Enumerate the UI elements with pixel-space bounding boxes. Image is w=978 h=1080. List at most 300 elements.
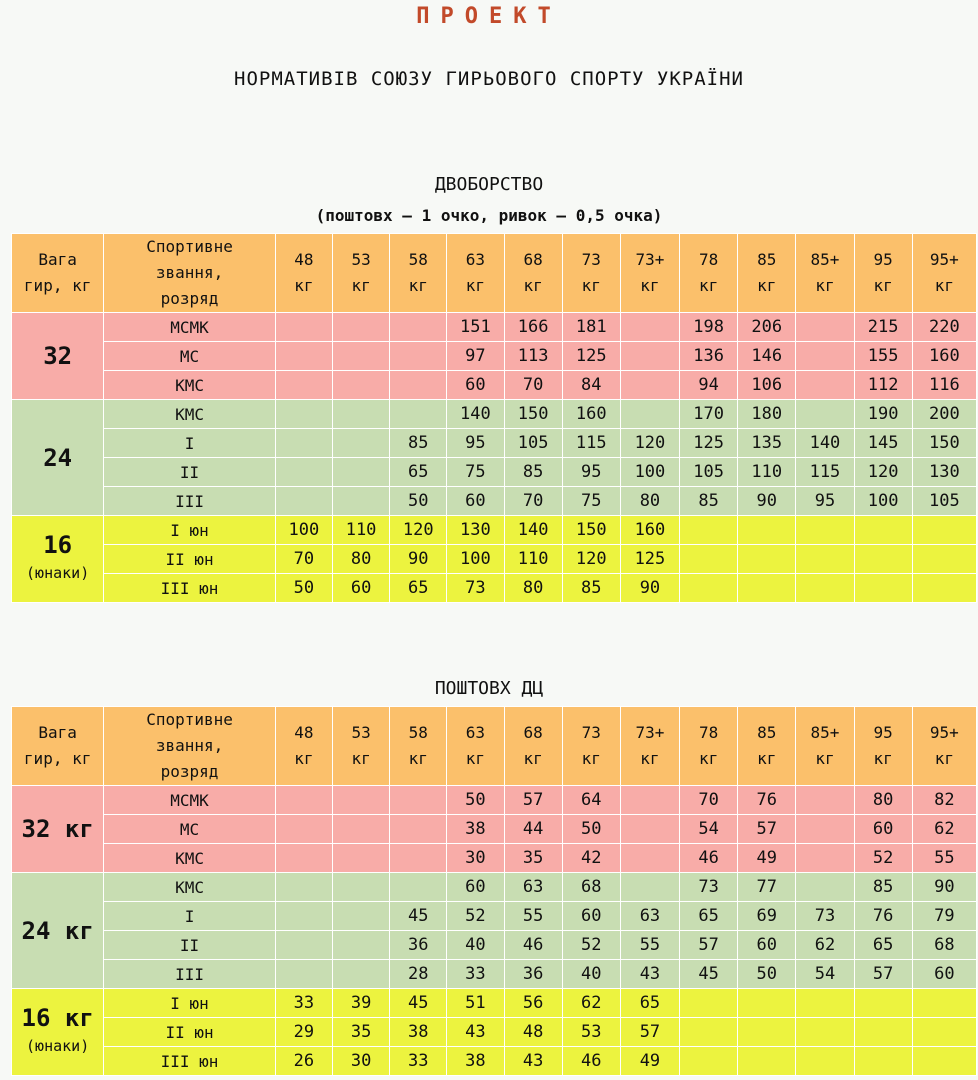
table-row [12, 815, 977, 844]
value-cell: 68 [912, 931, 976, 960]
header-category-line: кг [757, 276, 777, 295]
weight-label: 24 кг [21, 916, 94, 945]
value-cell: 198 [680, 313, 738, 342]
header-category-line: кг [873, 749, 893, 768]
value-cell: 85 [390, 429, 447, 458]
value-cell [738, 1047, 796, 1076]
header-category-line: кг [351, 276, 371, 295]
value-cell: 112 [854, 371, 912, 400]
header-category-line: 73+ [635, 250, 665, 269]
value-cell: 85 [680, 487, 738, 516]
value-cell [390, 844, 447, 873]
value-cell [275, 487, 332, 516]
header-category-line: 85+ [810, 723, 840, 742]
header-category [562, 707, 620, 786]
value-cell [332, 313, 389, 342]
group-red [12, 313, 977, 400]
value-cell: 150 [912, 429, 976, 458]
header-category-line: кг [465, 276, 486, 295]
value-cell: 69 [738, 902, 796, 931]
value-cell [854, 1018, 912, 1047]
value-cell [332, 371, 389, 400]
header-category [680, 707, 738, 786]
value-cell: 110 [504, 545, 562, 574]
value-cell [796, 574, 854, 603]
table-row [12, 786, 977, 815]
value-cell: 115 [562, 429, 620, 458]
rank-cell: КМС [104, 873, 276, 902]
section-title-biathlon: ДВОБОРСТВО [434, 174, 544, 195]
table-row [12, 342, 977, 371]
value-cell: 43 [620, 960, 679, 989]
weight-cell [12, 516, 104, 603]
table-row [12, 873, 977, 902]
value-cell [680, 574, 738, 603]
value-cell [332, 487, 389, 516]
header-category-line: кг [698, 276, 719, 295]
value-cell [332, 400, 389, 429]
value-cell: 38 [390, 1018, 447, 1047]
value-cell: 57 [854, 960, 912, 989]
value-cell [796, 844, 854, 873]
header-weight [12, 707, 104, 786]
value-cell: 130 [912, 458, 976, 487]
header-category-line: 68 [523, 723, 543, 742]
value-cell: 57 [620, 1018, 679, 1047]
table-row [12, 429, 977, 458]
value-cell [796, 371, 854, 400]
value-cell: 65 [854, 931, 912, 960]
page-subtitle: НОРМАТИВІВ СОЮЗУ ГИРЬОВОГО СПОРТУ УКРАЇНИ [234, 68, 744, 90]
value-cell [912, 545, 976, 574]
header-category-line: 58 [408, 250, 428, 269]
header-category-line: кг [294, 276, 314, 295]
value-cell: 65 [390, 574, 447, 603]
header-weight [12, 234, 104, 313]
value-cell [680, 1047, 738, 1076]
rank-cell: III юн [104, 1047, 276, 1076]
header-rank-line: звання, [155, 736, 224, 755]
value-cell: 49 [738, 844, 796, 873]
header-category-line: кг [934, 749, 954, 768]
value-cell [620, 313, 679, 342]
header-category-line: 95+ [929, 250, 959, 269]
value-cell: 90 [912, 873, 976, 902]
weight-label: 32 кг [21, 815, 94, 843]
value-cell [620, 342, 679, 371]
header-category-line: кг [934, 276, 954, 295]
header-category-line: 73+ [635, 723, 665, 742]
value-cell: 30 [332, 1047, 389, 1076]
value-cell: 120 [390, 516, 447, 545]
table-row [12, 1018, 977, 1047]
rank-cell: II юн [104, 545, 276, 574]
value-cell: 181 [562, 313, 620, 342]
header-category-line: кг [408, 276, 428, 295]
value-cell [275, 400, 332, 429]
value-cell: 151 [447, 313, 504, 342]
rank-cell: III [104, 487, 276, 516]
value-cell [332, 786, 389, 815]
value-cell [332, 815, 389, 844]
value-cell: 146 [738, 342, 796, 371]
header-category-line: кг [408, 749, 428, 768]
value-cell [275, 931, 332, 960]
header-category-line: 95 [873, 250, 893, 269]
value-cell: 38 [447, 815, 504, 844]
value-cell: 115 [796, 458, 854, 487]
header-category-line: кг [351, 749, 371, 768]
value-cell [390, 342, 447, 371]
header-category [854, 707, 912, 786]
value-cell: 45 [390, 902, 447, 931]
table-row [12, 516, 977, 545]
header-category [796, 707, 854, 786]
value-cell [620, 400, 679, 429]
value-cell: 36 [504, 960, 562, 989]
value-cell: 33 [447, 960, 504, 989]
header-category [738, 707, 796, 786]
value-cell: 190 [854, 400, 912, 429]
header-category [332, 707, 389, 786]
table-row [12, 313, 977, 342]
header-category-line: 63 [465, 250, 486, 269]
value-cell: 97 [447, 342, 504, 371]
value-cell: 64 [562, 786, 620, 815]
value-cell: 110 [332, 516, 389, 545]
table-row [12, 545, 977, 574]
header-category-line: 73 [581, 250, 601, 269]
value-cell: 70 [680, 786, 738, 815]
value-cell: 90 [620, 574, 679, 603]
header-rank-line: розряд [160, 762, 219, 781]
value-cell [738, 516, 796, 545]
value-cell: 29 [275, 1018, 332, 1047]
value-cell [390, 313, 447, 342]
header-category-line: кг [815, 276, 835, 295]
table-row [12, 574, 977, 603]
header-weight-line: гир, кг [23, 749, 92, 768]
value-cell: 170 [680, 400, 738, 429]
value-cell: 105 [504, 429, 562, 458]
value-cell: 80 [854, 786, 912, 815]
value-cell [854, 574, 912, 603]
value-cell [796, 313, 854, 342]
value-cell [620, 844, 679, 873]
value-cell [275, 429, 332, 458]
rank-cell: I юн [104, 516, 276, 545]
value-cell [390, 873, 447, 902]
value-cell: 95 [796, 487, 854, 516]
value-cell [390, 786, 447, 815]
weight-cell [12, 989, 104, 1076]
value-cell: 40 [562, 960, 620, 989]
value-cell: 120 [620, 429, 679, 458]
value-cell [912, 1047, 976, 1076]
header-category-line: 73 [581, 723, 601, 742]
value-cell [275, 342, 332, 371]
value-cell: 70 [275, 545, 332, 574]
value-cell: 85 [504, 458, 562, 487]
rank-cell: МСМК [104, 313, 276, 342]
weight-cell [12, 786, 104, 873]
weight-note: (юнаки) [26, 1037, 90, 1055]
value-cell [796, 815, 854, 844]
value-cell: 42 [562, 844, 620, 873]
value-cell: 94 [680, 371, 738, 400]
value-cell: 63 [504, 873, 562, 902]
value-cell: 125 [680, 429, 738, 458]
value-cell: 52 [447, 902, 504, 931]
value-cell: 135 [738, 429, 796, 458]
section-subtitle-biathlon: (поштовх – 1 очко, ривок – 0,5 очка) [315, 206, 663, 225]
value-cell [796, 1018, 854, 1047]
value-cell: 68 [562, 873, 620, 902]
value-cell [620, 371, 679, 400]
header-category-line: 78 [698, 250, 719, 269]
table-row [12, 487, 977, 516]
value-cell: 62 [912, 815, 976, 844]
header-category-line: 95+ [929, 723, 959, 742]
value-cell [332, 902, 389, 931]
value-cell [912, 989, 976, 1018]
value-cell: 160 [562, 400, 620, 429]
value-cell: 52 [854, 844, 912, 873]
value-cell: 200 [912, 400, 976, 429]
header-row [12, 707, 977, 786]
value-cell: 116 [912, 371, 976, 400]
table-row [12, 371, 977, 400]
value-cell: 70 [504, 371, 562, 400]
value-cell: 62 [796, 931, 854, 960]
value-cell: 44 [504, 815, 562, 844]
value-cell: 166 [504, 313, 562, 342]
rank-cell: КМС [104, 400, 276, 429]
header-category-line: 48 [294, 250, 314, 269]
value-cell [275, 371, 332, 400]
header-weight-line: Вага [38, 250, 77, 269]
value-cell: 63 [620, 902, 679, 931]
header-category [390, 234, 447, 313]
value-cell: 120 [562, 545, 620, 574]
header-rank-line: розряд [160, 289, 219, 308]
rank-cell: I юн [104, 989, 276, 1018]
value-cell [275, 815, 332, 844]
value-cell: 120 [854, 458, 912, 487]
group-yellow [12, 516, 977, 603]
header-category-line: 63 [465, 723, 486, 742]
value-cell: 77 [738, 873, 796, 902]
value-cell: 43 [504, 1047, 562, 1076]
value-cell: 95 [562, 458, 620, 487]
value-cell: 100 [275, 516, 332, 545]
value-cell: 52 [562, 931, 620, 960]
value-cell: 60 [912, 960, 976, 989]
value-cell: 60 [447, 873, 504, 902]
value-cell [854, 545, 912, 574]
group-yellow [12, 989, 977, 1076]
value-cell: 50 [562, 815, 620, 844]
value-cell: 79 [912, 902, 976, 931]
header-category-line: кг [581, 749, 601, 768]
value-cell [620, 815, 679, 844]
header-category [332, 234, 389, 313]
value-cell: 105 [680, 458, 738, 487]
value-cell: 28 [390, 960, 447, 989]
value-cell: 100 [854, 487, 912, 516]
value-cell [912, 516, 976, 545]
value-cell [275, 458, 332, 487]
value-cell: 80 [332, 545, 389, 574]
value-cell: 73 [447, 574, 504, 603]
header-category-line: 85+ [810, 250, 840, 269]
value-cell [332, 960, 389, 989]
header-category [912, 234, 976, 313]
value-cell: 80 [620, 487, 679, 516]
value-cell: 55 [912, 844, 976, 873]
page-title: ПРОЕКТ [416, 4, 562, 29]
header-category [796, 234, 854, 313]
group-green [12, 400, 977, 516]
header-weight-line: гир, кг [23, 276, 92, 295]
value-cell: 26 [275, 1047, 332, 1076]
value-cell: 57 [504, 786, 562, 815]
header-category-line: кг [640, 749, 660, 768]
rank-cell: I [104, 902, 276, 931]
rank-cell: II [104, 458, 276, 487]
value-cell: 90 [738, 487, 796, 516]
value-cell: 82 [912, 786, 976, 815]
value-cell: 49 [620, 1047, 679, 1076]
value-cell: 39 [332, 989, 389, 1018]
header-weight-line: Вага [38, 723, 77, 742]
header-category-line: кг [465, 749, 486, 768]
weight-label: 16 [43, 531, 73, 559]
value-cell: 85 [854, 873, 912, 902]
value-cell [332, 931, 389, 960]
group-green [12, 873, 977, 989]
header-category [275, 234, 332, 313]
value-cell [275, 786, 332, 815]
header-category-line: кг [523, 276, 543, 295]
value-cell: 145 [854, 429, 912, 458]
value-cell: 55 [504, 902, 562, 931]
header-category-line: кг [698, 749, 719, 768]
value-cell [738, 545, 796, 574]
header-category-line: 85 [757, 723, 777, 742]
value-cell: 113 [504, 342, 562, 371]
header-rank [104, 234, 276, 313]
value-cell: 100 [447, 545, 504, 574]
rank-cell: I [104, 429, 276, 458]
weight-label: 32 [43, 342, 73, 370]
value-cell: 62 [562, 989, 620, 1018]
value-cell: 140 [796, 429, 854, 458]
table-row [12, 400, 977, 429]
rank-cell: III [104, 960, 276, 989]
value-cell [390, 371, 447, 400]
value-cell: 180 [738, 400, 796, 429]
header-row [12, 234, 977, 313]
rank-cell: МС [104, 342, 276, 371]
value-cell: 46 [504, 931, 562, 960]
value-cell [854, 989, 912, 1018]
header-category [447, 707, 504, 786]
value-cell: 57 [738, 815, 796, 844]
value-cell [332, 342, 389, 371]
value-cell: 33 [390, 1047, 447, 1076]
table-row [12, 931, 977, 960]
value-cell: 76 [854, 902, 912, 931]
header-category-line: кг [815, 749, 835, 768]
weight-cell [12, 873, 104, 989]
header-category-line: 95 [873, 723, 893, 742]
value-cell: 33 [275, 989, 332, 1018]
standards-table-biathlon [11, 233, 977, 603]
value-cell: 60 [447, 371, 504, 400]
value-cell [275, 960, 332, 989]
value-cell: 130 [447, 516, 504, 545]
value-cell [796, 873, 854, 902]
header-category-line: кг [294, 749, 314, 768]
header-category [912, 707, 976, 786]
value-cell [390, 400, 447, 429]
header-category-line: кг [873, 276, 893, 295]
header-rank-line: звання, [155, 263, 224, 282]
table-row [12, 960, 977, 989]
value-cell: 140 [447, 400, 504, 429]
value-cell: 35 [504, 844, 562, 873]
value-cell: 150 [504, 400, 562, 429]
value-cell: 54 [680, 815, 738, 844]
header-category-line: кг [757, 749, 777, 768]
header-category [854, 234, 912, 313]
header-category [504, 707, 562, 786]
value-cell: 215 [854, 313, 912, 342]
header-category [390, 707, 447, 786]
rank-cell: КМС [104, 844, 276, 873]
value-cell: 45 [680, 960, 738, 989]
value-cell: 73 [680, 873, 738, 902]
value-cell [738, 989, 796, 1018]
value-cell: 51 [447, 989, 504, 1018]
header-rank-line: Спортивне [146, 237, 233, 256]
value-cell [680, 1018, 738, 1047]
header-category-line: 68 [523, 250, 543, 269]
value-cell: 45 [390, 989, 447, 1018]
value-cell: 70 [504, 487, 562, 516]
value-cell: 35 [332, 1018, 389, 1047]
value-cell [332, 458, 389, 487]
header-category-line: 58 [408, 723, 428, 742]
value-cell: 106 [738, 371, 796, 400]
header-category-line: 78 [698, 723, 719, 742]
value-cell: 150 [562, 516, 620, 545]
rank-cell: III юн [104, 574, 276, 603]
header-category [275, 707, 332, 786]
standards-table-clean-jerk [11, 706, 977, 1076]
group-red [12, 786, 977, 873]
header-category [504, 234, 562, 313]
value-cell: 80 [504, 574, 562, 603]
value-cell [275, 313, 332, 342]
value-cell [275, 902, 332, 931]
value-cell [796, 545, 854, 574]
value-cell: 75 [562, 487, 620, 516]
header-category-line: 85 [757, 250, 777, 269]
value-cell: 50 [447, 786, 504, 815]
weight-label: 24 [43, 443, 73, 472]
